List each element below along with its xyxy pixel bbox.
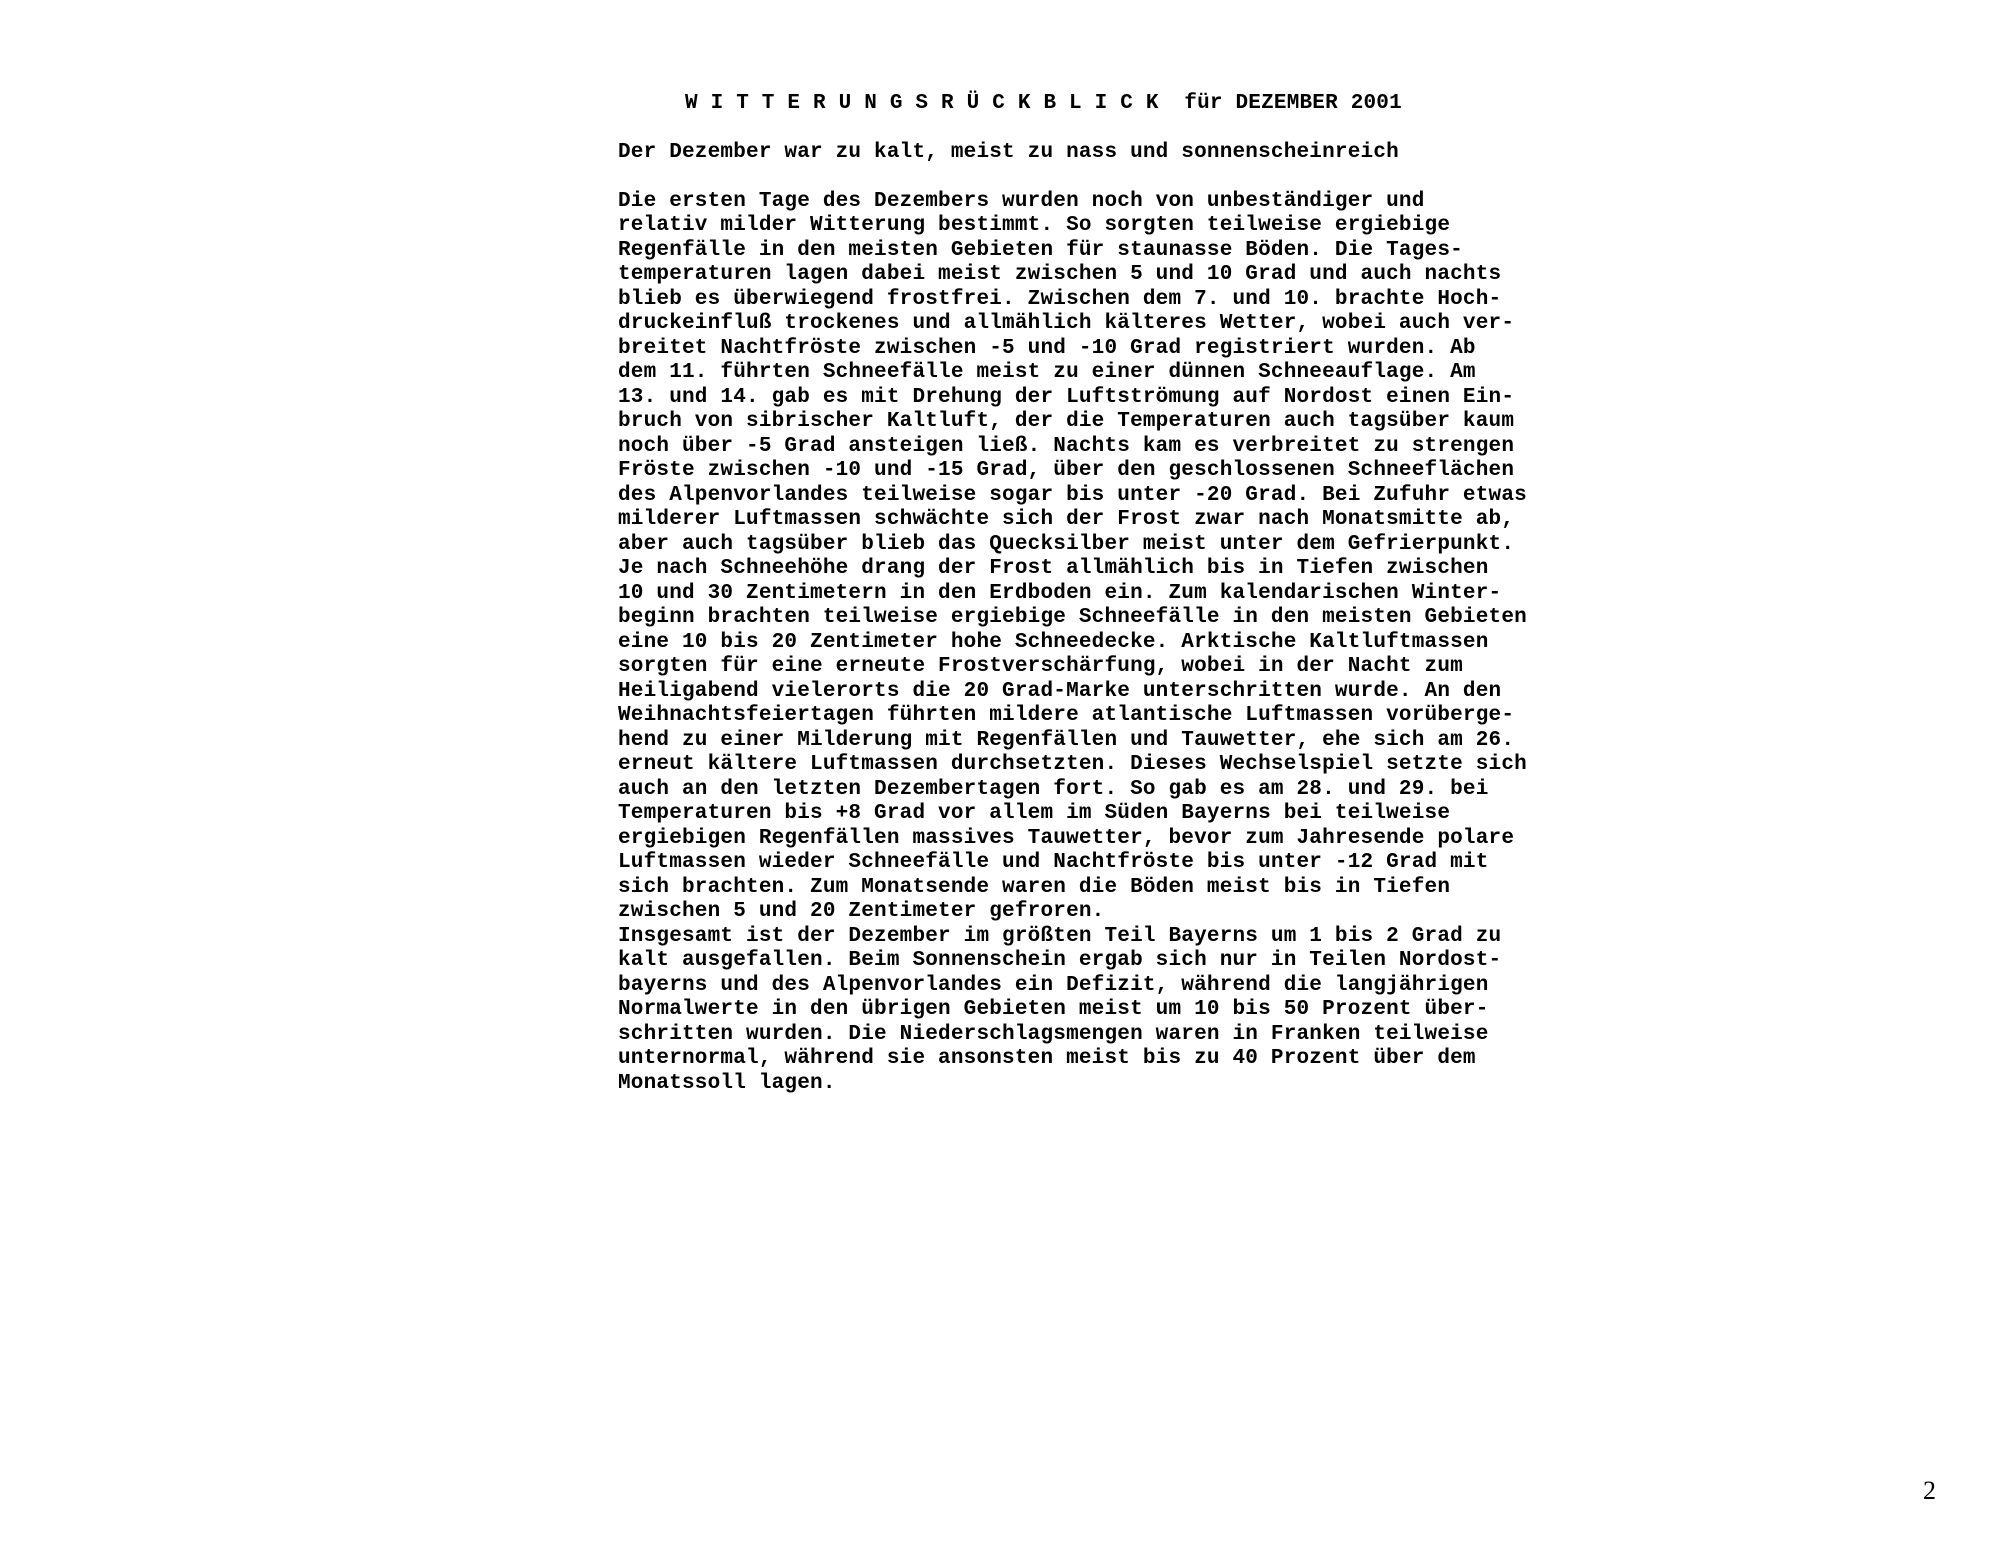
page-number: 2 bbox=[1923, 1476, 1936, 1505]
body-line: bruch von sibrischer Kaltluft, der die Temperaturen auch tagsüber kaum bbox=[618, 410, 1515, 433]
body-line: eine 10 bis 20 Zentimeter hohe Schneedecke. Arktische Kaltluftmassen bbox=[618, 630, 1489, 654]
body-line: kalt ausgefallen. Beim Sonnenschein ergab sich nur in Teilen Nordost- bbox=[618, 949, 1502, 972]
body-line: milderer Luftmassen schwächte sich der Frost zwar nach Monatsmitte ab, bbox=[618, 508, 1515, 531]
body-line: beginn brachten teilweise ergiebige Schneefälle in den meisten Gebieten bbox=[618, 606, 1527, 629]
body-line: sorgten für eine erneute Frostverschärfung, wobei in der Nacht zum bbox=[618, 655, 1463, 678]
body-line: Regenfälle in den meisten Gebieten für staunasse Böden. Die Tages- bbox=[618, 238, 1463, 262]
body-line: 10 und 30 Zentimetern in den Erdboden ein. Zum kalendarischen Winter- bbox=[618, 581, 1502, 605]
body-line: Die ersten Tage des Dezembers wurden noch von unbeständiger und bbox=[618, 189, 1425, 213]
body-line: des Alpenvorlandes teilweise sogar bis unter -20 Grad. Bei Zufuhr etwas bbox=[618, 483, 1527, 507]
body-line: relativ milder Witterung bestimmt. So sorgten teilweise ergiebige bbox=[618, 214, 1451, 237]
body-line: hend zu einer Milderung mit Regenfällen und Tauwetter, ehe sich am 26. bbox=[618, 728, 1515, 752]
body-line: ergiebigen Regenfällen massives Tauwetter, bevor zum Jahresende polare bbox=[618, 826, 1515, 850]
body-line: dem 11. führten Schneefälle meist zu einer dünnen Schneeauflage. Am bbox=[618, 361, 1476, 384]
body-line: Luftmassen wieder Schneefälle und Nachtfröste bis unter -12 Grad mit bbox=[618, 851, 1489, 874]
body-line: 13. und 14. gab es mit Drehung der Luftströmung auf Nordost einen Ein- bbox=[618, 385, 1515, 409]
document-subtitle: Der Dezember war zu kalt, meist zu nass und sonnenscheinreich bbox=[618, 140, 1399, 164]
body-line: noch über -5 Grad ansteigen ließ. Nachts kam es verbreitet zu strengen bbox=[618, 434, 1515, 458]
body-line: Normalwerte in den übrigen Gebieten meist um 10 bis 50 Prozent über- bbox=[618, 998, 1489, 1021]
body-line: Temperaturen bis +8 Grad vor allem im Süden Bayerns bei teilweise bbox=[618, 802, 1451, 825]
body-line: druckeinfluß trockenes und allmählich kälteres Wetter, wobei auch ver- bbox=[618, 312, 1515, 335]
body-text bbox=[618, 190, 1578, 1097]
document-title: W I T T E R U N G S R Ü C K B L I C K für DEZEMBER 2001 bbox=[685, 92, 1402, 115]
text-column bbox=[618, 92, 1578, 1096]
body-line: Monatssoll lagen. bbox=[618, 1071, 836, 1095]
body-line: blieb es überwiegend frostfrei. Zwischen dem 7. und 10. brachte Hoch- bbox=[618, 287, 1502, 311]
body-line: bayerns und des Alpenvorlandes ein Defizit, während die langjährigen bbox=[618, 973, 1489, 997]
body-line: aber auch tagsüber blieb das Quecksilber meist unter dem Gefrierpunkt. bbox=[618, 532, 1515, 556]
body-line: auch an den letzten Dezembertagen fort. So gab es am 28. und 29. bei bbox=[618, 777, 1489, 801]
body-line: zwischen 5 und 20 Zentimeter gefroren. bbox=[618, 900, 1105, 923]
body-line: Je nach Schneehöhe drang der Frost allmählich bis in Tiefen zwischen bbox=[618, 557, 1489, 580]
body-line: sich brachten. Zum Monatsende waren die Böden meist bis in Tiefen bbox=[618, 875, 1451, 899]
body-line: breitet Nachtfröste zwischen -5 und -10 Grad registriert wurden. Ab bbox=[618, 336, 1476, 360]
body-line: schritten wurden. Die Niederschlagsmengen waren in Franken teilweise bbox=[618, 1022, 1489, 1046]
body-line: Insgesamt ist der Dezember im größten Teil Bayerns um 1 bis 2 Grad zu bbox=[618, 924, 1502, 948]
body-line: Fröste zwischen -10 und -15 Grad, über den geschlossenen Schneeflächen bbox=[618, 459, 1515, 482]
body-line: Weihnachtsfeiertagen führten mildere atlantische Luftmassen vorüberge- bbox=[618, 704, 1515, 727]
body-line: Heiligabend vielerorts die 20 Grad-Marke unterschritten wurde. An den bbox=[618, 679, 1502, 703]
body-line: temperaturen lagen dabei meist zwischen 5 und 10 Grad und auch nachts bbox=[618, 263, 1502, 286]
body-line: unternormal, während sie ansonsten meist bis zu 40 Prozent über dem bbox=[618, 1047, 1476, 1070]
body-line: erneut kältere Luftmassen durchsetzten. Dieses Wechselspiel setzte sich bbox=[618, 753, 1527, 776]
